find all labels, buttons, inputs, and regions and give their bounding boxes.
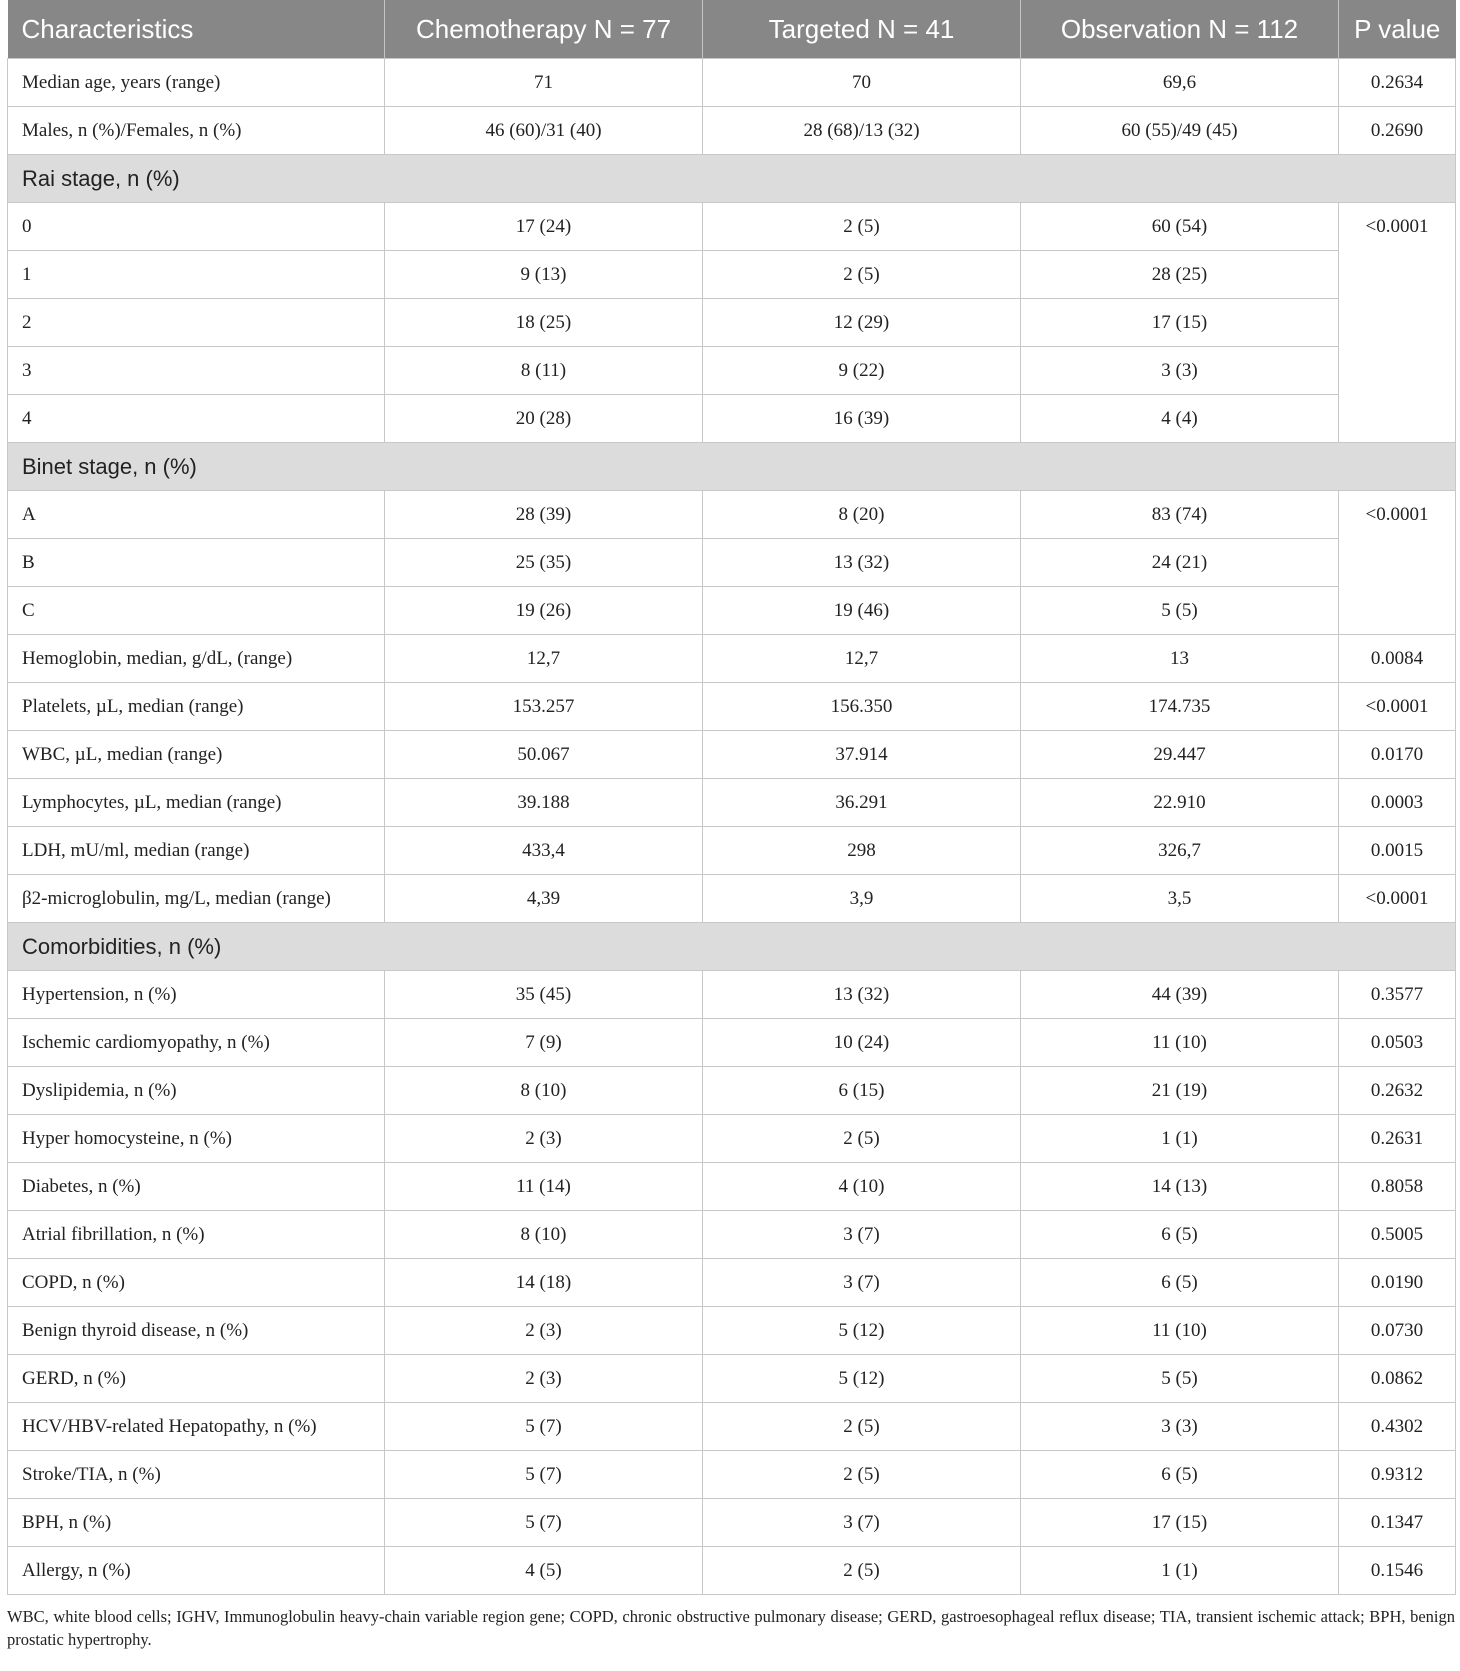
p-value: 0.1347 <box>1339 1499 1456 1547</box>
targeted-value: 2 (5) <box>703 1547 1021 1595</box>
observation-value: 5 (5) <box>1021 587 1339 635</box>
chemotherapy-value: 2 (3) <box>385 1307 703 1355</box>
targeted-value: 28 (68)/13 (32) <box>703 107 1021 155</box>
section-comorbidities-title: Comorbidities, n (%) <box>8 923 1456 971</box>
observation-value: 60 (55)/49 (45) <box>1021 107 1339 155</box>
table-row <box>8 1259 1456 1307</box>
table-row <box>8 1067 1456 1115</box>
targeted-value: 5 (12) <box>703 1307 1021 1355</box>
table-row <box>8 779 1456 827</box>
chemotherapy-value: 2 (3) <box>385 1115 703 1163</box>
header-targeted: Targeted N = 41 <box>703 0 1021 59</box>
observation-value: 28 (25) <box>1021 251 1339 299</box>
observation-value: 83 (74) <box>1021 491 1339 539</box>
targeted-value: 36.291 <box>703 779 1021 827</box>
section-binet-stage-title: Binet stage, n (%) <box>8 443 1456 491</box>
chemotherapy-value: 8 (10) <box>385 1067 703 1115</box>
row-label: Stroke/TIA, n (%) <box>8 1451 385 1499</box>
row-label: Dyslipidemia, n (%) <box>8 1067 385 1115</box>
targeted-value: 37.914 <box>703 731 1021 779</box>
row-label: COPD, n (%) <box>8 1259 385 1307</box>
targeted-value: 2 (5) <box>703 251 1021 299</box>
observation-value: 24 (21) <box>1021 539 1339 587</box>
chemotherapy-value: 8 (11) <box>385 347 703 395</box>
table-row <box>8 1211 1456 1259</box>
observation-value: 69,6 <box>1021 59 1339 107</box>
row-label: C <box>8 587 385 635</box>
targeted-value: 3,9 <box>703 875 1021 923</box>
table-row <box>8 635 1456 683</box>
table-row <box>8 827 1456 875</box>
p-value: 0.9312 <box>1339 1451 1456 1499</box>
table-row <box>8 1307 1456 1355</box>
targeted-value: 19 (46) <box>703 587 1021 635</box>
chemotherapy-value: 18 (25) <box>385 299 703 347</box>
targeted-value: 156.350 <box>703 683 1021 731</box>
table-body <box>8 59 1456 1595</box>
p-value: 0.1546 <box>1339 1547 1456 1595</box>
chemotherapy-value: 19 (26) <box>385 587 703 635</box>
p-value: 0.0862 <box>1339 1355 1456 1403</box>
p-value: 0.3577 <box>1339 971 1456 1019</box>
targeted-value: 12 (29) <box>703 299 1021 347</box>
targeted-value: 70 <box>703 59 1021 107</box>
table-row <box>8 395 1456 443</box>
targeted-value: 8 (20) <box>703 491 1021 539</box>
chemotherapy-value: 50.067 <box>385 731 703 779</box>
p-value: 0.5005 <box>1339 1211 1456 1259</box>
p-value: 0.0015 <box>1339 827 1456 875</box>
chemotherapy-value: 4 (5) <box>385 1547 703 1595</box>
header-chemotherapy: Chemotherapy N = 77 <box>385 0 703 59</box>
observation-value: 1 (1) <box>1021 1547 1339 1595</box>
observation-value: 17 (15) <box>1021 299 1339 347</box>
observation-value: 17 (15) <box>1021 1499 1339 1547</box>
row-label: 3 <box>8 347 385 395</box>
targeted-value: 3 (7) <box>703 1259 1021 1307</box>
table-row <box>8 1355 1456 1403</box>
row-label: GERD, n (%) <box>8 1355 385 1403</box>
targeted-value: 298 <box>703 827 1021 875</box>
table-row <box>8 1547 1456 1595</box>
observation-value: 5 (5) <box>1021 1355 1339 1403</box>
table-row <box>8 299 1456 347</box>
targeted-value: 2 (5) <box>703 1451 1021 1499</box>
row-label: Median age, years (range) <box>8 59 385 107</box>
p-value: <0.0001 <box>1339 203 1456 443</box>
p-value: 0.0190 <box>1339 1259 1456 1307</box>
observation-value: 326,7 <box>1021 827 1339 875</box>
header-p-value: P value <box>1339 0 1456 59</box>
row-label: Allergy, n (%) <box>8 1547 385 1595</box>
observation-value: 14 (13) <box>1021 1163 1339 1211</box>
chemotherapy-value: 4,39 <box>385 875 703 923</box>
targeted-value: 9 (22) <box>703 347 1021 395</box>
observation-value: 3,5 <box>1021 875 1339 923</box>
row-label: BPH, n (%) <box>8 1499 385 1547</box>
table-row <box>8 347 1456 395</box>
observation-value: 44 (39) <box>1021 971 1339 1019</box>
table-row <box>8 1499 1456 1547</box>
chemotherapy-value: 39.188 <box>385 779 703 827</box>
observation-value: 4 (4) <box>1021 395 1339 443</box>
row-label: β2-microglobulin, mg/L, median (range) <box>8 875 385 923</box>
table-row <box>8 491 1456 539</box>
targeted-value: 3 (7) <box>703 1499 1021 1547</box>
section-rai-stage <box>8 155 1456 203</box>
chemotherapy-value: 7 (9) <box>385 1019 703 1067</box>
targeted-value: 13 (32) <box>703 539 1021 587</box>
table-row <box>8 539 1456 587</box>
observation-value: 13 <box>1021 635 1339 683</box>
p-value: 0.0503 <box>1339 1019 1456 1067</box>
targeted-value: 2 (5) <box>703 1403 1021 1451</box>
header-observation: Observation N = 112 <box>1021 0 1339 59</box>
p-value: 0.2690 <box>1339 107 1456 155</box>
p-value: 0.0170 <box>1339 731 1456 779</box>
row-label: 4 <box>8 395 385 443</box>
row-label: Males, n (%)/Females, n (%) <box>8 107 385 155</box>
row-label: Hypertension, n (%) <box>8 971 385 1019</box>
observation-value: 11 (10) <box>1021 1019 1339 1067</box>
chemotherapy-value: 5 (7) <box>385 1499 703 1547</box>
table-row <box>8 875 1456 923</box>
table-row <box>8 731 1456 779</box>
p-value: <0.0001 <box>1339 875 1456 923</box>
row-label: B <box>8 539 385 587</box>
targeted-value: 4 (10) <box>703 1163 1021 1211</box>
chemotherapy-value: 153.257 <box>385 683 703 731</box>
observation-value: 174.735 <box>1021 683 1339 731</box>
table-row <box>8 1163 1456 1211</box>
targeted-value: 13 (32) <box>703 971 1021 1019</box>
row-label: 1 <box>8 251 385 299</box>
observation-value: 11 (10) <box>1021 1307 1339 1355</box>
row-label: LDH, mU/ml, median (range) <box>8 827 385 875</box>
chemotherapy-value: 9 (13) <box>385 251 703 299</box>
targeted-value: 2 (5) <box>703 203 1021 251</box>
table-footnote: WBC, white blood cells; IGHV, Immunoglobulin heavy-chain variable region gene; COPD, chronic obstructive pulmonary disease; GERD, gastroesophageal reflux disease; TIA, transient ischemic attack; BPH, benign prostatic hypertrophy. <box>7 1607 1455 1649</box>
p-value: <0.0001 <box>1339 683 1456 731</box>
chemotherapy-value: 20 (28) <box>385 395 703 443</box>
header-characteristics: Characteristics <box>8 0 385 59</box>
row-label: Atrial fibrillation, n (%) <box>8 1211 385 1259</box>
p-value: 0.0003 <box>1339 779 1456 827</box>
chemotherapy-value: 5 (7) <box>385 1451 703 1499</box>
table-row <box>8 251 1456 299</box>
chemotherapy-value: 46 (60)/31 (40) <box>385 107 703 155</box>
chemotherapy-value: 2 (3) <box>385 1355 703 1403</box>
table-row <box>8 1019 1456 1067</box>
section-comorbidities <box>8 923 1456 971</box>
table-row <box>8 59 1456 107</box>
row-label: WBC, µL, median (range) <box>8 731 385 779</box>
p-value: 0.2634 <box>1339 59 1456 107</box>
section-rai-stage-title: Rai stage, n (%) <box>8 155 1456 203</box>
chemotherapy-value: 71 <box>385 59 703 107</box>
row-label: Hyper homocysteine, n (%) <box>8 1115 385 1163</box>
targeted-value: 10 (24) <box>703 1019 1021 1067</box>
p-value: 0.4302 <box>1339 1403 1456 1451</box>
table-row <box>8 107 1456 155</box>
observation-value: 29.447 <box>1021 731 1339 779</box>
observation-value: 3 (3) <box>1021 1403 1339 1451</box>
p-value: 0.8058 <box>1339 1163 1456 1211</box>
table-row <box>8 683 1456 731</box>
p-value: 0.2631 <box>1339 1115 1456 1163</box>
table-row <box>8 203 1456 251</box>
table-row <box>8 971 1456 1019</box>
observation-value: 3 (3) <box>1021 347 1339 395</box>
chemotherapy-value: 8 (10) <box>385 1211 703 1259</box>
observation-value: 1 (1) <box>1021 1115 1339 1163</box>
chemotherapy-value: 12,7 <box>385 635 703 683</box>
table-row <box>8 1403 1456 1451</box>
p-value: 0.0084 <box>1339 635 1456 683</box>
row-label: Platelets, µL, median (range) <box>8 683 385 731</box>
observation-value: 6 (5) <box>1021 1451 1339 1499</box>
targeted-value: 12,7 <box>703 635 1021 683</box>
row-label: Benign thyroid disease, n (%) <box>8 1307 385 1355</box>
table-row <box>8 1451 1456 1499</box>
chemotherapy-value: 5 (7) <box>385 1403 703 1451</box>
chemotherapy-value: 14 (18) <box>385 1259 703 1307</box>
p-value: <0.0001 <box>1339 491 1456 635</box>
p-value: 0.0730 <box>1339 1307 1456 1355</box>
row-label: Lymphocytes, µL, median (range) <box>8 779 385 827</box>
row-label: Ischemic cardiomyopathy, n (%) <box>8 1019 385 1067</box>
targeted-value: 3 (7) <box>703 1211 1021 1259</box>
p-value: 0.2632 <box>1339 1067 1456 1115</box>
targeted-value: 2 (5) <box>703 1115 1021 1163</box>
header-row <box>8 0 1456 59</box>
targeted-value: 5 (12) <box>703 1355 1021 1403</box>
targeted-value: 16 (39) <box>703 395 1021 443</box>
chemotherapy-value: 433,4 <box>385 827 703 875</box>
chemotherapy-value: 25 (35) <box>385 539 703 587</box>
observation-value: 22.910 <box>1021 779 1339 827</box>
observation-value: 6 (5) <box>1021 1259 1339 1307</box>
row-label: Hemoglobin, median, g/dL, (range) <box>8 635 385 683</box>
row-label: 0 <box>8 203 385 251</box>
chemotherapy-value: 28 (39) <box>385 491 703 539</box>
table-row <box>8 587 1456 635</box>
chemotherapy-value: 35 (45) <box>385 971 703 1019</box>
observation-value: 6 (5) <box>1021 1211 1339 1259</box>
observation-value: 60 (54) <box>1021 203 1339 251</box>
table-container <box>7 0 1455 1651</box>
chemotherapy-value: 17 (24) <box>385 203 703 251</box>
row-label: Diabetes, n (%) <box>8 1163 385 1211</box>
characteristics-table <box>7 0 1456 1595</box>
row-label: A <box>8 491 385 539</box>
row-label: HCV/HBV-related Hepatopathy, n (%) <box>8 1403 385 1451</box>
row-label: 2 <box>8 299 385 347</box>
section-binet-stage <box>8 443 1456 491</box>
chemotherapy-value: 11 (14) <box>385 1163 703 1211</box>
table-row <box>8 1115 1456 1163</box>
targeted-value: 6 (15) <box>703 1067 1021 1115</box>
observation-value: 21 (19) <box>1021 1067 1339 1115</box>
